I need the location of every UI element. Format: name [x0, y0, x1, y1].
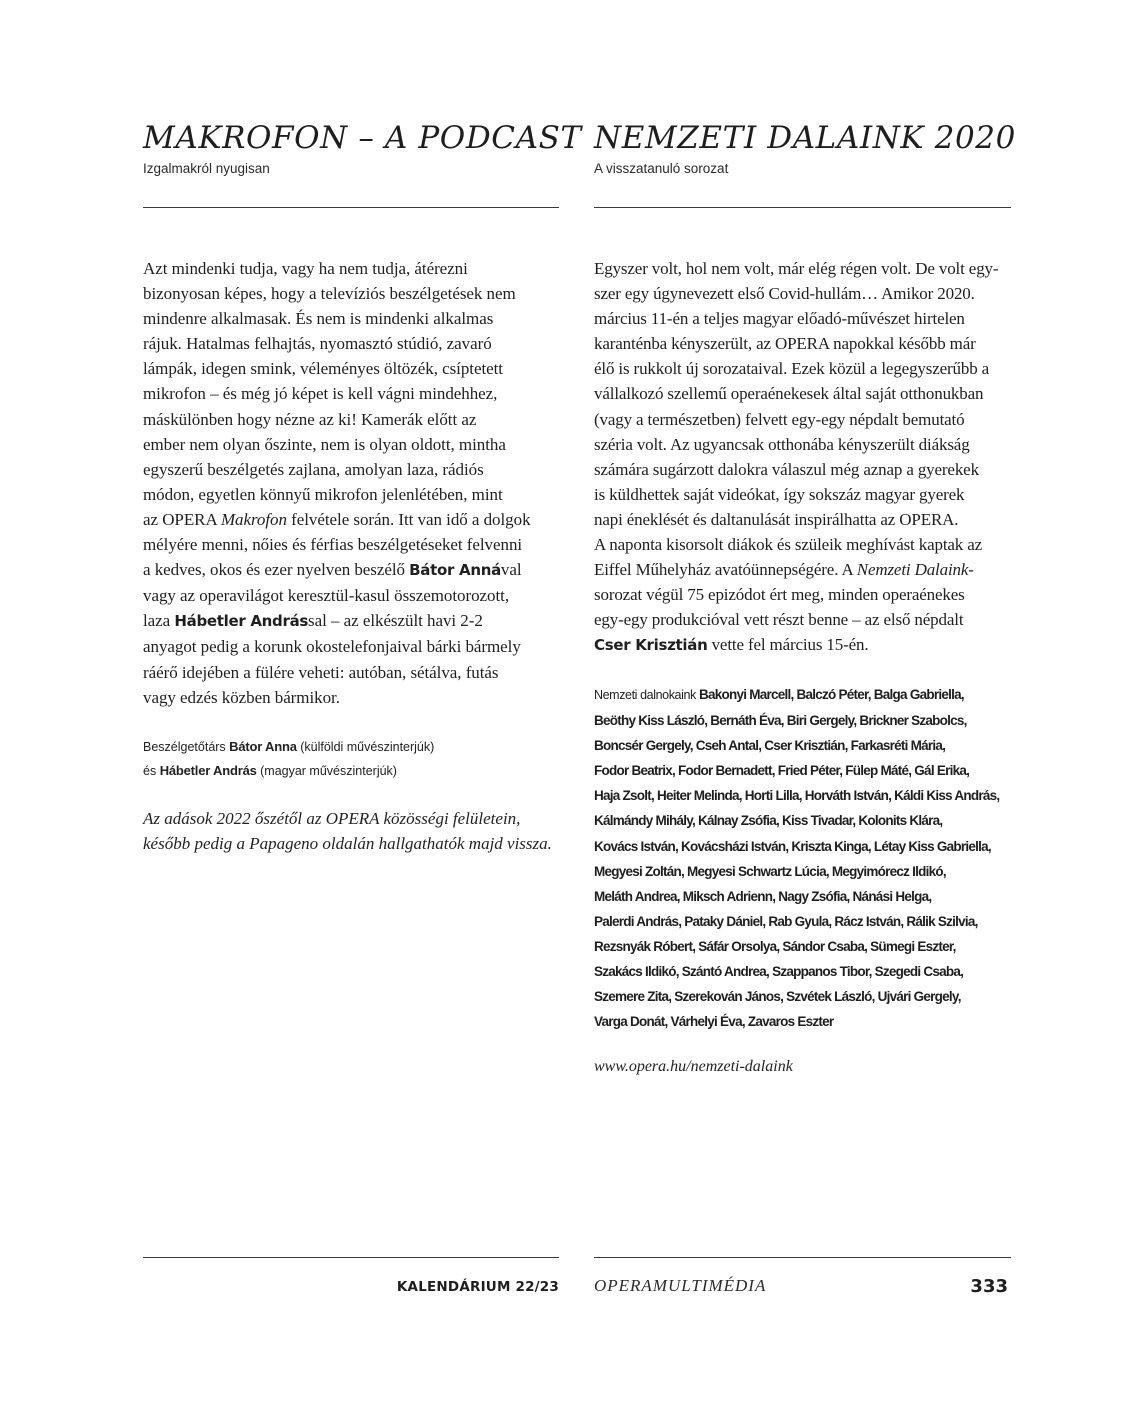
credit-name: Hábetler András [159, 763, 257, 778]
article-title: NEMZETI DALAINK 2020 [594, 120, 1016, 156]
singers-line [594, 1009, 1014, 1034]
text-line: vállalkozó szellemű operaénekesek által saját otthonukban [594, 384, 984, 404]
singers-line [594, 834, 1014, 859]
article-subtitle: Izgalmakról nyugisan [143, 161, 270, 176]
singer-names: Szakács Ildikó, Szántó Andrea, Szappanos Tibor, Szegedi Csaba, [594, 964, 964, 980]
singer-names: Palerdi András, Pataky Dániel, Rab Gyula, Rácz István, Rálik Szilvia, [594, 913, 978, 929]
top-divider [594, 207, 1011, 208]
article-body [143, 256, 559, 710]
text-line: Eiffel Műhelyház avatóünnepségére. A Nemzeti Dalaink- [594, 560, 974, 580]
singer-names: Beöthy Kiss László, Bernáth Éva, Biri Gergely, Brickner Szabolcs, [594, 713, 967, 729]
text-line: is küldhettek saját videókat, így sokszáz magyar gyerek [594, 484, 965, 504]
singer-names: Fodor Beatrix, Fodor Bernadett, Fried Péter, Fülep Máté, Gál Erika, [594, 763, 970, 779]
closing-line: később pedig a Papageno oldalán hallgathatók majd vissza. [143, 834, 552, 853]
credit-label: Beszélgetőtárs [143, 740, 230, 754]
page-number: 333 [970, 1276, 1008, 1297]
text-line: lámpák, idegen smink, véleményes öltözék, csíptetett [143, 359, 503, 379]
text-line: vagy az operavilágot keresztül-kasul összemotorozott, [143, 586, 510, 606]
text-line: máskülönben hogy nézne az ki! Kamerák előtt az [143, 409, 477, 429]
person-name: Cser Krisztián [594, 636, 708, 655]
text-line: Cser Krisztián vette fel március 15-én. [594, 635, 869, 655]
singers-list [594, 682, 1014, 1034]
singers-line [594, 682, 1014, 708]
credit-name: Bátor Anna [229, 739, 297, 754]
credits [143, 735, 563, 783]
singer-names: Boncsér Gergely, Cseh Antal, Cser Krisztián, Farkasréti Mária, [594, 738, 946, 754]
singers-line [594, 909, 1014, 934]
credit-note: (külföldi művészinterjúk) [296, 740, 435, 754]
singers-line [594, 959, 1014, 984]
closing-note [143, 806, 563, 856]
text-line: módon, egyetlen könnyű mikrofon jelenlétében, mint [143, 484, 503, 504]
italic-title: Makrofon [220, 509, 287, 529]
singers-line [594, 859, 1014, 884]
singers-line [594, 783, 1014, 808]
text-line: rájuk. Hatalmas felhajtás, nyomasztó stúdió, zavaró [143, 334, 492, 354]
singers-line [594, 808, 1014, 833]
singers-line [594, 934, 1014, 959]
singers-line [594, 733, 1014, 758]
text-line: mélyére menni, nőies és férfias beszélgetéseket felvenni [143, 535, 523, 555]
text-line: karanténba kényszerült, az OPERA napokkal később már [594, 334, 976, 354]
text-line: napi éneklését és daltanulását inspirálhatta az OPERA. [594, 509, 959, 529]
singer-names: Kálmándy Mihály, Kálnay Zsófia, Kiss Tivadar, Kolonits Klára, [594, 813, 943, 829]
text-line: Azt mindenki tudja, vagy ha nem tudja, átérezni [143, 259, 468, 278]
text-line: az OPERA Makrofon felvétele során. Itt van idő a dolgok [143, 509, 531, 529]
article-title: MAKROFON – A PODCAST [143, 120, 582, 156]
closing-line: Az adások 2022 őszétől az OPERA közösségi felületein, [143, 809, 521, 828]
publication-name: KALENDÁRIUM 22/23 [396, 1279, 559, 1295]
text-line: ráérő idejében a fülére veheti: autóban, sétálva, futás [143, 662, 499, 682]
singers-line [594, 984, 1014, 1009]
singers-line [594, 708, 1014, 733]
person-name: Hábetler András [174, 612, 309, 631]
credit-label: és [143, 764, 160, 778]
website-link[interactable]: www.opera.hu/nemzeti-dalaink [594, 1058, 793, 1075]
article-body [594, 256, 1012, 659]
text-line: egyszerű beszélgetés zajlana, amolyan laza, rádiós [143, 459, 484, 479]
text-line: laza Hábetler Andrással – az elkészült havi 2-2 [143, 611, 483, 631]
article-subtitle: A visszatanuló sorozat [594, 161, 729, 176]
person-name: Bátor Anná [409, 561, 501, 580]
credit-note: (magyar művészinterjúk) [256, 764, 397, 778]
singer-names: Meláth Andrea, Miksch Adrienn, Nagy Zsófia, Nánási Helga, [594, 888, 932, 904]
text-line: számára sugárzott dalokra válaszul még aznap a gyerekek [594, 459, 979, 479]
text-line: ember nem olyan őszinte, nem is olyan oldott, mintha [143, 434, 506, 454]
singer-names: Megyesi Zoltán, Megyesi Schwartz Lúcia, Megyimórecz Ildikó, [594, 863, 946, 879]
singer-names: Bakonyi Marcell, Balczó Péter, Balga Gabriella, [698, 687, 964, 702]
text-line: mindenre alkalmasak. És nem is mindenki alkalmas [143, 309, 494, 329]
singers-line [594, 758, 1014, 783]
text-line: széria volt. Az ugyancsak otthonába kényszerült diákság [594, 434, 970, 454]
text-line: a kedves, okos és ezer nyelven beszélő Bátor Annával [143, 560, 522, 580]
section-name: OPERAMULTIMÉDIA [594, 1276, 767, 1295]
italic-title: Nemzeti Dalaink [856, 560, 969, 580]
bottom-divider [143, 1257, 559, 1258]
singers-label: Nemzeti dalnokaink [594, 688, 699, 702]
text-line: Egyszer volt, hol nem volt, már elég régen volt. De volt egy- [594, 259, 999, 278]
text-line: (vagy a természetben) felvett egy-egy népdalt bemutató [594, 409, 965, 429]
text-line: vagy edzés közben bármikor. [143, 687, 340, 707]
credit-line [143, 759, 563, 783]
text-line: A naponta kisorsolt diákok és szüleik meghívást kaptak az [594, 535, 983, 555]
text-line: március 11-én a teljes magyar előadó-művészet hirtelen [594, 309, 965, 329]
text-line: élő is rukkolt új sorozataival. Ezek közül a legegyszerűbb a [594, 359, 990, 379]
text-line: anyagot pedig a korunk okostelefonjaival bárki bármely [143, 637, 521, 657]
credit-line [143, 735, 563, 759]
singer-names: Varga Donát, Várhelyi Éva, Zavaros Eszter [594, 1014, 834, 1030]
singers-line [594, 884, 1014, 909]
text-line: bizonyosan képes, hogy a televíziós beszélgetések nem [143, 284, 516, 304]
singer-names: Kovács István, Kovácsházi István, Kriszta Kinga, Létay Kiss Gabriella, [594, 838, 991, 854]
text-line: mikrofon – és még jó képet is kell vágni mindehhez, [143, 384, 498, 404]
bottom-divider [594, 1257, 1011, 1258]
text-line: szer egy úgynevezett első Covid-hullám… Amikor 2020. [594, 284, 975, 304]
singer-names: Szemere Zita, Szerekován János, Szvétek László, Ujvári Gergely, [594, 989, 961, 1005]
singer-names: Rezsnyák Róbert, Sáfár Orsolya, Sándor Csaba, Sümegi Eszter, [594, 938, 956, 954]
top-divider [143, 207, 559, 208]
singer-names: Haja Zsolt, Heiter Melinda, Horti Lilla, Horváth István, Káldi Kiss András, [594, 788, 1000, 804]
text-line: sorozat végül 75 epizódot ért meg, minden operaénekes [594, 585, 965, 605]
text-line: egy-egy produkcióval vett részt benne – az első népdalt [594, 610, 964, 630]
